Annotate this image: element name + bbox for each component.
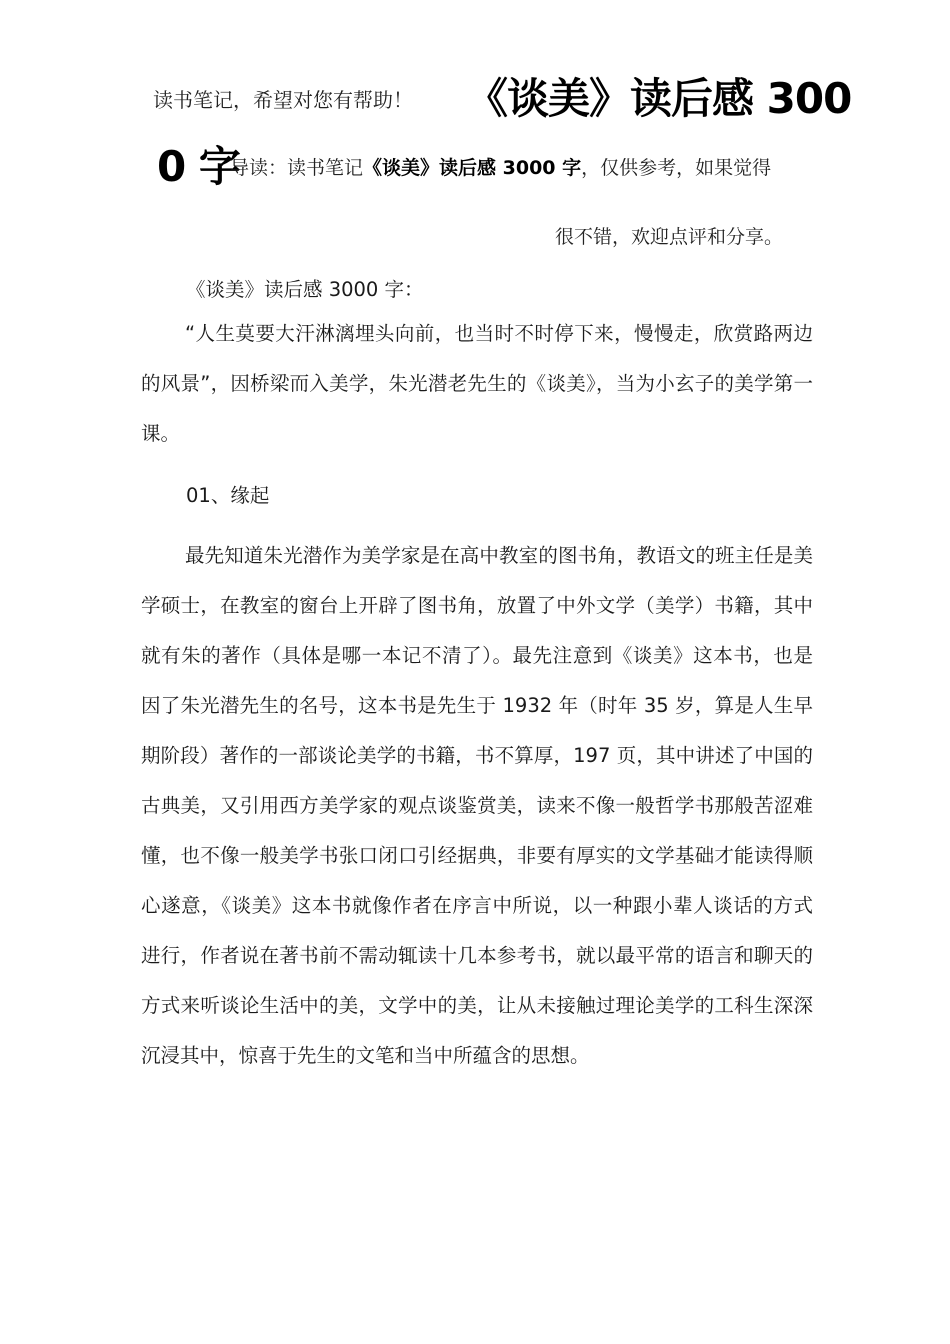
document-title: 《谈美》读后感 300 xyxy=(466,74,852,123)
header-note: 读书笔记，希望对您有帮助！ xyxy=(153,88,413,112)
lead-suffix: ，仅供参考，如果觉得 xyxy=(581,157,772,179)
document-title-continuation: 0 字 xyxy=(157,142,240,191)
intro-paragraph: “人生莫要大汗淋漓埋头向前，也当时不时停下来，慢慢走，欣赏路两边的风景”，因桥梁而入美学，朱光潜老先生的《谈美》，当为小玄子的美学第一课。 xyxy=(141,322,813,445)
section-heading: 01、缘起 xyxy=(186,484,270,507)
lead-prefix: 导读：读书笔记 xyxy=(230,157,364,179)
body-paragraph: 最先知道朱光潜作为美学家是在高中教室的图书角，教语文的班主任是美学硕士，在教室的窗台上开辟了图书角，放置了中外文学（美学）书籍，其中就有朱的著作（具体是哪一本记不清了）。最先注意到《谈美》这本书，也是因了朱光潜先生的名号，这本书是先生于 1932 年（时年 35 岁，算是人生早期阶段）著作的一部谈论美学的书籍，书不算厚，197 页，其中讲述了中国的古典美，又引用西方美学家的观点谈鉴赏美，读来不像一般哲学书那般苦涩难懂，也不像一般美学书张口闭口引经据典，非要有厚实的文学基础才能读得顺心遂意，《谈美》这本书就像作者在序言中所说，以一种跟小辈人谈话的方式进行，作者说在著书前不需动辄读十几本参考书，就以最平常的语言和聊天的方式来听谈论生活中的美，文学中的美，让从未接触过理论美学的工科生深深沉浸其中，惊喜于先生的文笔和当中所蕴含的思想。 xyxy=(141,544,813,1067)
lead-line xyxy=(230,153,771,180)
lead-line-2: 很不错，欢迎点评和分享。 xyxy=(555,226,784,248)
lead-bold-title: 《谈美》读后感 3000 字 xyxy=(363,157,582,179)
subtitle: 《谈美》读后感 3000 字： xyxy=(186,278,424,301)
